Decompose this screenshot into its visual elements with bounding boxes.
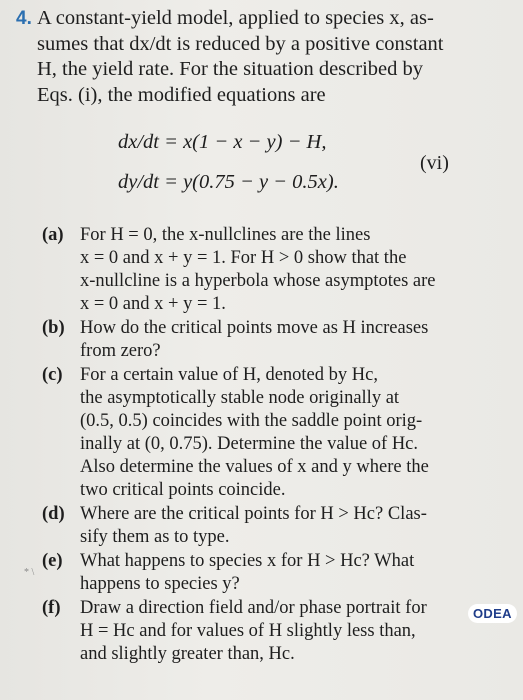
part-label: (a) — [42, 225, 64, 245]
part-label: (e) — [42, 551, 63, 571]
problem-intro — [16, 6, 506, 108]
part-label: (b) — [42, 318, 65, 338]
intro-line: sumes that dx/dt is reduced by a positive constant — [37, 32, 444, 55]
part-a — [42, 224, 492, 316]
part-f — [42, 597, 492, 666]
pen-mark: * \ — [24, 567, 35, 578]
part-line: x-nullcline is a hyperbola whose asymptotes are — [80, 271, 436, 291]
part-line: happens to species y? — [80, 574, 240, 594]
part-label: (f) — [42, 598, 61, 618]
part-line: Where are the critical points for H > Hc? Clas- — [80, 504, 427, 524]
part-label: (d) — [42, 504, 65, 524]
intro-line: Eqs. (i), the modified equations are — [37, 83, 326, 106]
part-line: For a certain value of H, denoted by Hc, — [80, 365, 378, 385]
part-line: (0.5, 0.5) coincides with the saddle point orig- — [80, 411, 423, 431]
part-line: x = 0 and x + y = 1. — [80, 294, 226, 314]
equation-dx: dx/dt = x(1 − x − y) − H, — [118, 131, 327, 153]
part-line: x = 0 and x + y = 1. For H > 0 show that the — [80, 248, 407, 268]
part-line: What happens to species x for H > Hc? What — [80, 551, 415, 571]
part-e — [42, 550, 492, 596]
part-c — [42, 364, 492, 502]
problem-parts — [42, 224, 492, 667]
part-b — [42, 317, 492, 363]
equation-dy: dy/dt = y(0.75 − y − 0.5x). — [118, 171, 339, 193]
part-line: inally at (0, 0.75). Determine the value of Hc. — [80, 434, 419, 454]
part-line: How do the critical points move as H increases — [80, 318, 429, 338]
part-line: two critical points coincide. — [80, 480, 286, 500]
part-label: (c) — [42, 365, 63, 385]
part-line: Draw a direction field and/or phase portrait for — [80, 598, 427, 618]
part-line: the asymptotically stable node originally at — [80, 388, 400, 408]
part-line: H = Hc and for values of H slightly less than, — [80, 621, 416, 641]
intro-line: A constant-yield model, applied to species x, as- — [37, 7, 434, 29]
part-line: Also determine the values of x and y where the — [80, 457, 429, 477]
odea-badge[interactable]: ODEA — [468, 604, 517, 623]
problem-number: 4. — [16, 8, 32, 29]
part-line: from zero? — [80, 341, 161, 361]
part-line: For H = 0, the x-nullclines are the lines — [80, 225, 371, 245]
part-d — [42, 503, 492, 549]
intro-line: H, the yield rate. For the situation described by — [37, 58, 423, 80]
equation-label: (vi) — [420, 152, 449, 174]
part-line: and slightly greater than, Hc. — [80, 644, 295, 664]
part-line: sify them as to type. — [80, 527, 230, 547]
